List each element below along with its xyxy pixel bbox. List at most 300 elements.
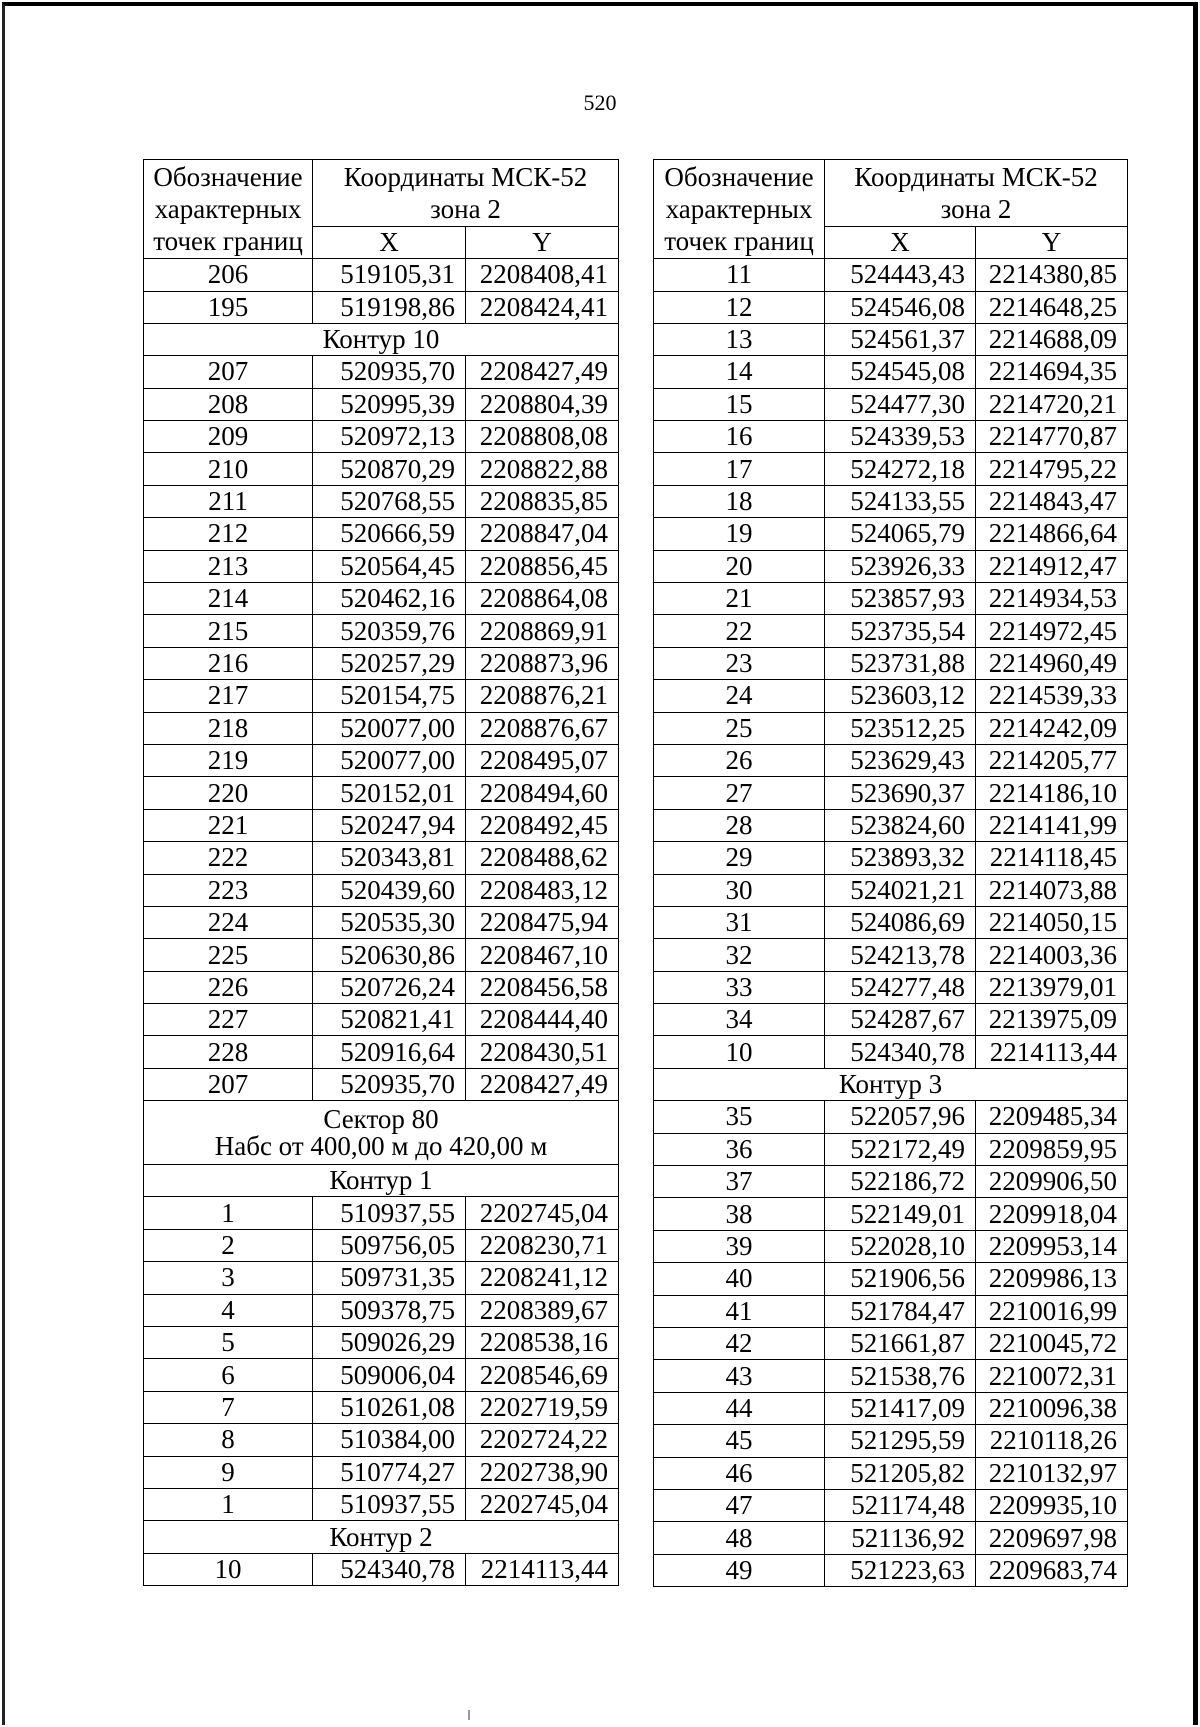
table-row bbox=[654, 291, 1128, 323]
x-value: 522172,49 bbox=[825, 1133, 976, 1165]
point-number: 225 bbox=[144, 939, 313, 971]
point-number: 226 bbox=[144, 971, 313, 1003]
table-row bbox=[144, 259, 619, 291]
point-number: 209 bbox=[144, 421, 313, 453]
x-value: 522057,96 bbox=[825, 1101, 976, 1133]
header-line: Координаты МСК-52 bbox=[343, 162, 588, 192]
table-row bbox=[654, 485, 1128, 517]
table-row bbox=[144, 1262, 619, 1294]
scan-mark bbox=[468, 1710, 470, 1720]
table-row bbox=[144, 518, 619, 550]
header-line: Обозначение bbox=[664, 162, 814, 192]
coordinates-header bbox=[825, 160, 1128, 227]
y-value: 2208389,67 bbox=[466, 1294, 619, 1326]
y-value: 2208467,10 bbox=[466, 939, 619, 971]
point-number: 20 bbox=[654, 550, 825, 582]
table-row bbox=[654, 1101, 1128, 1133]
table-row bbox=[144, 291, 619, 323]
table-row bbox=[654, 1166, 1128, 1198]
y-value: 2208808,08 bbox=[466, 421, 619, 453]
table-row bbox=[144, 453, 619, 485]
x-value: 509378,75 bbox=[313, 1294, 466, 1326]
table-row bbox=[654, 1328, 1128, 1360]
point-number: 38 bbox=[654, 1198, 825, 1230]
x-value: 524277,48 bbox=[825, 971, 976, 1003]
x-value: 524213,78 bbox=[825, 939, 976, 971]
x-value: 523629,43 bbox=[825, 744, 976, 776]
point-number: 206 bbox=[144, 259, 313, 291]
table-row bbox=[144, 906, 619, 938]
x-value: 520154,75 bbox=[313, 680, 466, 712]
x-value: 520935,70 bbox=[313, 1068, 466, 1100]
y-value: 2208424,41 bbox=[466, 291, 619, 323]
table-row bbox=[654, 1522, 1128, 1554]
table-row bbox=[144, 939, 619, 971]
x-value: 523603,12 bbox=[825, 680, 976, 712]
table-row bbox=[144, 1197, 619, 1229]
y-value: 2209859,95 bbox=[976, 1133, 1128, 1165]
y-value: 2214073,88 bbox=[976, 874, 1128, 906]
x-value: 520972,13 bbox=[313, 421, 466, 453]
y-value: 2210118,26 bbox=[976, 1425, 1128, 1457]
point-number: 40 bbox=[654, 1263, 825, 1295]
x-value: 520630,86 bbox=[313, 939, 466, 971]
x-value: 509006,04 bbox=[313, 1359, 466, 1391]
header-line: зона 2 bbox=[940, 193, 1012, 224]
point-number: 44 bbox=[654, 1392, 825, 1424]
table-row bbox=[654, 583, 1128, 615]
point-number: 30 bbox=[654, 874, 825, 906]
point-number: 46 bbox=[654, 1457, 825, 1489]
x-value: 520768,55 bbox=[313, 485, 466, 517]
y-header: Y bbox=[466, 226, 619, 258]
y-value: 2209986,13 bbox=[976, 1263, 1128, 1295]
table-row bbox=[654, 421, 1128, 453]
x-value: 519198,86 bbox=[313, 291, 466, 323]
section-label bbox=[144, 1521, 619, 1553]
x-value: 520257,29 bbox=[313, 647, 466, 679]
table-row bbox=[654, 1457, 1128, 1489]
y-value: 2208876,21 bbox=[466, 680, 619, 712]
table-row bbox=[144, 356, 619, 388]
point-number: 22 bbox=[654, 615, 825, 647]
point-number: 36 bbox=[654, 1133, 825, 1165]
point-number: 212 bbox=[144, 518, 313, 550]
x-value: 521417,09 bbox=[825, 1392, 976, 1424]
table-row bbox=[654, 1036, 1128, 1068]
table-row bbox=[144, 1294, 619, 1326]
point-number: 35 bbox=[654, 1101, 825, 1133]
x-value: 523926,33 bbox=[825, 550, 976, 582]
section-row bbox=[144, 1101, 619, 1165]
table-row bbox=[654, 1554, 1128, 1586]
point-number: 6 bbox=[144, 1359, 313, 1391]
y-value: 2210016,99 bbox=[976, 1295, 1128, 1327]
point-number: 207 bbox=[144, 1068, 313, 1100]
y-value: 2208408,41 bbox=[466, 259, 619, 291]
point-number: 18 bbox=[654, 485, 825, 517]
table-row bbox=[654, 906, 1128, 938]
header-line: точек границ bbox=[664, 225, 814, 256]
point-number: 1 bbox=[144, 1488, 313, 1520]
point-number: 48 bbox=[654, 1522, 825, 1554]
table-row bbox=[144, 680, 619, 712]
y-value: 2210072,31 bbox=[976, 1360, 1128, 1392]
y-value: 2208876,67 bbox=[466, 712, 619, 744]
point-number: 31 bbox=[654, 906, 825, 938]
table-row bbox=[654, 777, 1128, 809]
point-number: 14 bbox=[654, 356, 825, 388]
x-value: 523893,32 bbox=[825, 842, 976, 874]
point-number: 34 bbox=[654, 1004, 825, 1036]
header-line: Координаты МСК-52 bbox=[854, 162, 1098, 192]
y-value: 2208427,49 bbox=[466, 356, 619, 388]
point-number: 28 bbox=[654, 809, 825, 841]
table-row bbox=[654, 971, 1128, 1003]
table-row bbox=[144, 615, 619, 647]
point-number: 8 bbox=[144, 1424, 313, 1456]
x-header: X bbox=[825, 226, 976, 258]
point-designation-header bbox=[144, 160, 313, 259]
y-value: 2208804,39 bbox=[466, 388, 619, 420]
point-number: 47 bbox=[654, 1489, 825, 1521]
header-line: Обозначение bbox=[153, 162, 303, 192]
table-row bbox=[144, 550, 619, 582]
y-value: 2208444,40 bbox=[466, 1004, 619, 1036]
x-value: 523690,37 bbox=[825, 777, 976, 809]
table-row bbox=[654, 680, 1128, 712]
x-value: 524340,78 bbox=[825, 1036, 976, 1068]
x-value: 521538,76 bbox=[825, 1360, 976, 1392]
x-value: 521223,63 bbox=[825, 1554, 976, 1586]
point-number: 215 bbox=[144, 615, 313, 647]
point-number: 15 bbox=[654, 388, 825, 420]
y-header: Y bbox=[976, 226, 1128, 258]
point-number: 41 bbox=[654, 1295, 825, 1327]
y-value: 2208475,94 bbox=[466, 906, 619, 938]
table-row bbox=[654, 1263, 1128, 1295]
point-designation-header bbox=[654, 160, 825, 259]
point-number: 211 bbox=[144, 485, 313, 517]
point-number: 207 bbox=[144, 356, 313, 388]
table-row bbox=[144, 1004, 619, 1036]
point-number: 24 bbox=[654, 680, 825, 712]
y-value: 2214694,35 bbox=[976, 356, 1128, 388]
point-number: 9 bbox=[144, 1456, 313, 1488]
table-row bbox=[144, 1424, 619, 1456]
table-row bbox=[654, 842, 1128, 874]
point-number: 11 bbox=[654, 259, 825, 291]
x-value: 524339,53 bbox=[825, 421, 976, 453]
table-row bbox=[654, 1198, 1128, 1230]
point-number: 228 bbox=[144, 1036, 313, 1068]
table-row bbox=[654, 809, 1128, 841]
section-label bbox=[144, 1101, 619, 1165]
y-value: 2214539,33 bbox=[976, 680, 1128, 712]
point-number: 1 bbox=[144, 1197, 313, 1229]
table-row bbox=[654, 1133, 1128, 1165]
y-value: 2214141,99 bbox=[976, 809, 1128, 841]
point-number: 222 bbox=[144, 842, 313, 874]
table-row bbox=[654, 1230, 1128, 1262]
table-row bbox=[144, 874, 619, 906]
section-label bbox=[144, 1165, 619, 1197]
point-number: 208 bbox=[144, 388, 313, 420]
table-row bbox=[144, 1456, 619, 1488]
point-number: 4 bbox=[144, 1294, 313, 1326]
section-label-line: Контур 2 bbox=[329, 1521, 433, 1552]
x-value: 520152,01 bbox=[313, 777, 466, 809]
table-row bbox=[144, 485, 619, 517]
point-number: 10 bbox=[654, 1036, 825, 1068]
y-value: 2214242,09 bbox=[976, 712, 1128, 744]
x-value: 523731,88 bbox=[825, 647, 976, 679]
table-row bbox=[144, 1229, 619, 1261]
x-value: 519105,31 bbox=[313, 259, 466, 291]
y-value: 2202745,04 bbox=[466, 1197, 619, 1229]
x-value: 520870,29 bbox=[313, 453, 466, 485]
table-row bbox=[654, 939, 1128, 971]
y-value: 2214118,45 bbox=[976, 842, 1128, 874]
x-value: 520821,41 bbox=[313, 1004, 466, 1036]
y-value: 2214843,47 bbox=[976, 485, 1128, 517]
table-row bbox=[654, 1425, 1128, 1457]
x-value: 520916,64 bbox=[313, 1036, 466, 1068]
y-value: 2214912,47 bbox=[976, 550, 1128, 582]
y-value: 2214113,44 bbox=[466, 1553, 619, 1585]
point-number: 26 bbox=[654, 744, 825, 776]
x-value: 524477,30 bbox=[825, 388, 976, 420]
y-value: 2213975,09 bbox=[976, 1004, 1128, 1036]
x-value: 524561,37 bbox=[825, 323, 976, 355]
table-row bbox=[654, 1392, 1128, 1424]
coordinates-header bbox=[313, 160, 619, 227]
table-row bbox=[654, 615, 1128, 647]
x-value: 521784,47 bbox=[825, 1295, 976, 1327]
table-row bbox=[654, 1004, 1128, 1036]
point-number: 23 bbox=[654, 647, 825, 679]
x-value: 520535,30 bbox=[313, 906, 466, 938]
point-number: 17 bbox=[654, 453, 825, 485]
point-number: 220 bbox=[144, 777, 313, 809]
table-row bbox=[144, 1553, 619, 1585]
x-value: 523512,25 bbox=[825, 712, 976, 744]
y-value: 2208230,71 bbox=[466, 1229, 619, 1261]
header-line: характерных bbox=[154, 193, 302, 224]
point-number: 214 bbox=[144, 583, 313, 615]
table-row bbox=[144, 1327, 619, 1359]
y-value: 2209697,98 bbox=[976, 1522, 1128, 1554]
x-value: 520935,70 bbox=[313, 356, 466, 388]
y-value: 2214186,10 bbox=[976, 777, 1128, 809]
point-number: 210 bbox=[144, 453, 313, 485]
y-value: 2210045,72 bbox=[976, 1328, 1128, 1360]
x-value: 520077,00 bbox=[313, 712, 466, 744]
x-value: 523735,54 bbox=[825, 615, 976, 647]
point-number: 216 bbox=[144, 647, 313, 679]
x-value: 520726,24 bbox=[313, 971, 466, 1003]
y-value: 2214648,25 bbox=[976, 291, 1128, 323]
table-row bbox=[654, 647, 1128, 679]
table-row bbox=[144, 777, 619, 809]
y-value: 2214113,44 bbox=[976, 1036, 1128, 1068]
x-value: 523857,93 bbox=[825, 583, 976, 615]
y-value: 2209683,74 bbox=[976, 1554, 1128, 1586]
table-row bbox=[144, 1068, 619, 1100]
section-label-line: Сектор 80 bbox=[323, 1103, 439, 1134]
coordinates-table-left bbox=[143, 159, 619, 1586]
point-number: 213 bbox=[144, 550, 313, 582]
x-value: 509731,35 bbox=[313, 1262, 466, 1294]
x-value: 520666,59 bbox=[313, 518, 466, 550]
y-value: 2214380,85 bbox=[976, 259, 1128, 291]
y-value: 2208847,04 bbox=[466, 518, 619, 550]
y-value: 2202724,22 bbox=[466, 1424, 619, 1456]
point-number: 19 bbox=[654, 518, 825, 550]
x-value: 524546,08 bbox=[825, 291, 976, 323]
table-row bbox=[144, 809, 619, 841]
point-number: 2 bbox=[144, 1229, 313, 1261]
x-value: 510261,08 bbox=[313, 1391, 466, 1423]
x-value: 521295,59 bbox=[825, 1425, 976, 1457]
x-value: 520462,16 bbox=[313, 583, 466, 615]
x-value: 520343,81 bbox=[313, 842, 466, 874]
point-number: 27 bbox=[654, 777, 825, 809]
section-row bbox=[144, 1165, 619, 1197]
point-number: 195 bbox=[144, 291, 313, 323]
y-value: 2208483,12 bbox=[466, 874, 619, 906]
point-number: 49 bbox=[654, 1554, 825, 1586]
point-number: 5 bbox=[144, 1327, 313, 1359]
y-value: 2208495,07 bbox=[466, 744, 619, 776]
table-row bbox=[654, 1295, 1128, 1327]
table-row bbox=[654, 323, 1128, 355]
point-number: 7 bbox=[144, 1391, 313, 1423]
y-value: 2214972,45 bbox=[976, 615, 1128, 647]
y-value: 2210096,38 bbox=[976, 1392, 1128, 1424]
x-value: 523824,60 bbox=[825, 809, 976, 841]
section-label-line: Контур 10 bbox=[322, 324, 440, 355]
x-value: 520564,45 bbox=[313, 550, 466, 582]
point-number: 45 bbox=[654, 1425, 825, 1457]
x-value: 524133,55 bbox=[825, 485, 976, 517]
table-row bbox=[144, 1359, 619, 1391]
section-label bbox=[654, 1068, 1128, 1100]
table-row bbox=[144, 1391, 619, 1423]
y-value: 2209906,50 bbox=[976, 1166, 1128, 1198]
x-value: 520247,94 bbox=[313, 809, 466, 841]
x-value: 524065,79 bbox=[825, 518, 976, 550]
table-row bbox=[144, 1036, 619, 1068]
table-row bbox=[144, 842, 619, 874]
table-row bbox=[654, 1489, 1128, 1521]
point-number: 16 bbox=[654, 421, 825, 453]
y-value: 2214205,77 bbox=[976, 744, 1128, 776]
point-number: 32 bbox=[654, 939, 825, 971]
point-number: 29 bbox=[654, 842, 825, 874]
x-value: 521136,92 bbox=[825, 1522, 976, 1554]
y-value: 2208456,58 bbox=[466, 971, 619, 1003]
x-value: 521174,48 bbox=[825, 1489, 976, 1521]
section-label bbox=[144, 323, 619, 355]
x-value: 524545,08 bbox=[825, 356, 976, 388]
x-value: 509026,29 bbox=[313, 1327, 466, 1359]
y-value: 2209918,04 bbox=[976, 1198, 1128, 1230]
section-label-line: Контур 1 bbox=[329, 1165, 433, 1196]
y-value: 2214050,15 bbox=[976, 906, 1128, 938]
y-value: 2208546,69 bbox=[466, 1359, 619, 1391]
section-row bbox=[654, 1068, 1128, 1100]
table-row bbox=[144, 583, 619, 615]
y-value: 2214720,21 bbox=[976, 388, 1128, 420]
y-value: 2214960,49 bbox=[976, 647, 1128, 679]
point-number: 39 bbox=[654, 1230, 825, 1262]
table-row bbox=[144, 712, 619, 744]
section-row bbox=[144, 1521, 619, 1553]
y-value: 2202738,90 bbox=[466, 1456, 619, 1488]
y-value: 2208241,12 bbox=[466, 1262, 619, 1294]
table-row bbox=[144, 971, 619, 1003]
y-value: 2208538,16 bbox=[466, 1327, 619, 1359]
table-row bbox=[144, 421, 619, 453]
point-number: 3 bbox=[144, 1262, 313, 1294]
page-number: 520 bbox=[583, 90, 617, 115]
point-number: 10 bbox=[144, 1553, 313, 1585]
y-value: 2202745,04 bbox=[466, 1488, 619, 1520]
section-label-line: Контур 3 bbox=[838, 1069, 943, 1100]
point-number: 42 bbox=[654, 1328, 825, 1360]
point-number: 218 bbox=[144, 712, 313, 744]
table-row bbox=[654, 453, 1128, 485]
table-row bbox=[144, 647, 619, 679]
y-value: 2209953,14 bbox=[976, 1230, 1128, 1262]
point-number: 221 bbox=[144, 809, 313, 841]
y-value: 2208856,45 bbox=[466, 550, 619, 582]
x-value: 524443,43 bbox=[825, 259, 976, 291]
y-value: 2208835,85 bbox=[466, 485, 619, 517]
y-value: 2214934,53 bbox=[976, 583, 1128, 615]
x-value: 521661,87 bbox=[825, 1328, 976, 1360]
y-value: 2210132,97 bbox=[976, 1457, 1128, 1489]
x-value: 520439,60 bbox=[313, 874, 466, 906]
point-number: 33 bbox=[654, 971, 825, 1003]
table-row bbox=[654, 550, 1128, 582]
table-row bbox=[654, 356, 1128, 388]
y-value: 2214003,36 bbox=[976, 939, 1128, 971]
point-number: 217 bbox=[144, 680, 313, 712]
x-value: 522028,10 bbox=[825, 1230, 976, 1262]
y-value: 2208488,62 bbox=[466, 842, 619, 874]
x-value: 510937,55 bbox=[313, 1197, 466, 1229]
table-row bbox=[654, 388, 1128, 420]
y-value: 2214866,64 bbox=[976, 518, 1128, 550]
y-value: 2208430,51 bbox=[466, 1036, 619, 1068]
table-row bbox=[654, 712, 1128, 744]
x-value: 524086,69 bbox=[825, 906, 976, 938]
table-row bbox=[654, 1360, 1128, 1392]
point-number: 43 bbox=[654, 1360, 825, 1392]
table-row bbox=[144, 388, 619, 420]
y-value: 2214688,09 bbox=[976, 323, 1128, 355]
point-number: 224 bbox=[144, 906, 313, 938]
y-value: 2208864,08 bbox=[466, 583, 619, 615]
header-line: характерных bbox=[665, 193, 813, 224]
y-value: 2202719,59 bbox=[466, 1391, 619, 1423]
x-value: 524272,18 bbox=[825, 453, 976, 485]
y-value: 2209485,34 bbox=[976, 1101, 1128, 1133]
y-value: 2208427,49 bbox=[466, 1068, 619, 1100]
x-value: 522149,01 bbox=[825, 1198, 976, 1230]
